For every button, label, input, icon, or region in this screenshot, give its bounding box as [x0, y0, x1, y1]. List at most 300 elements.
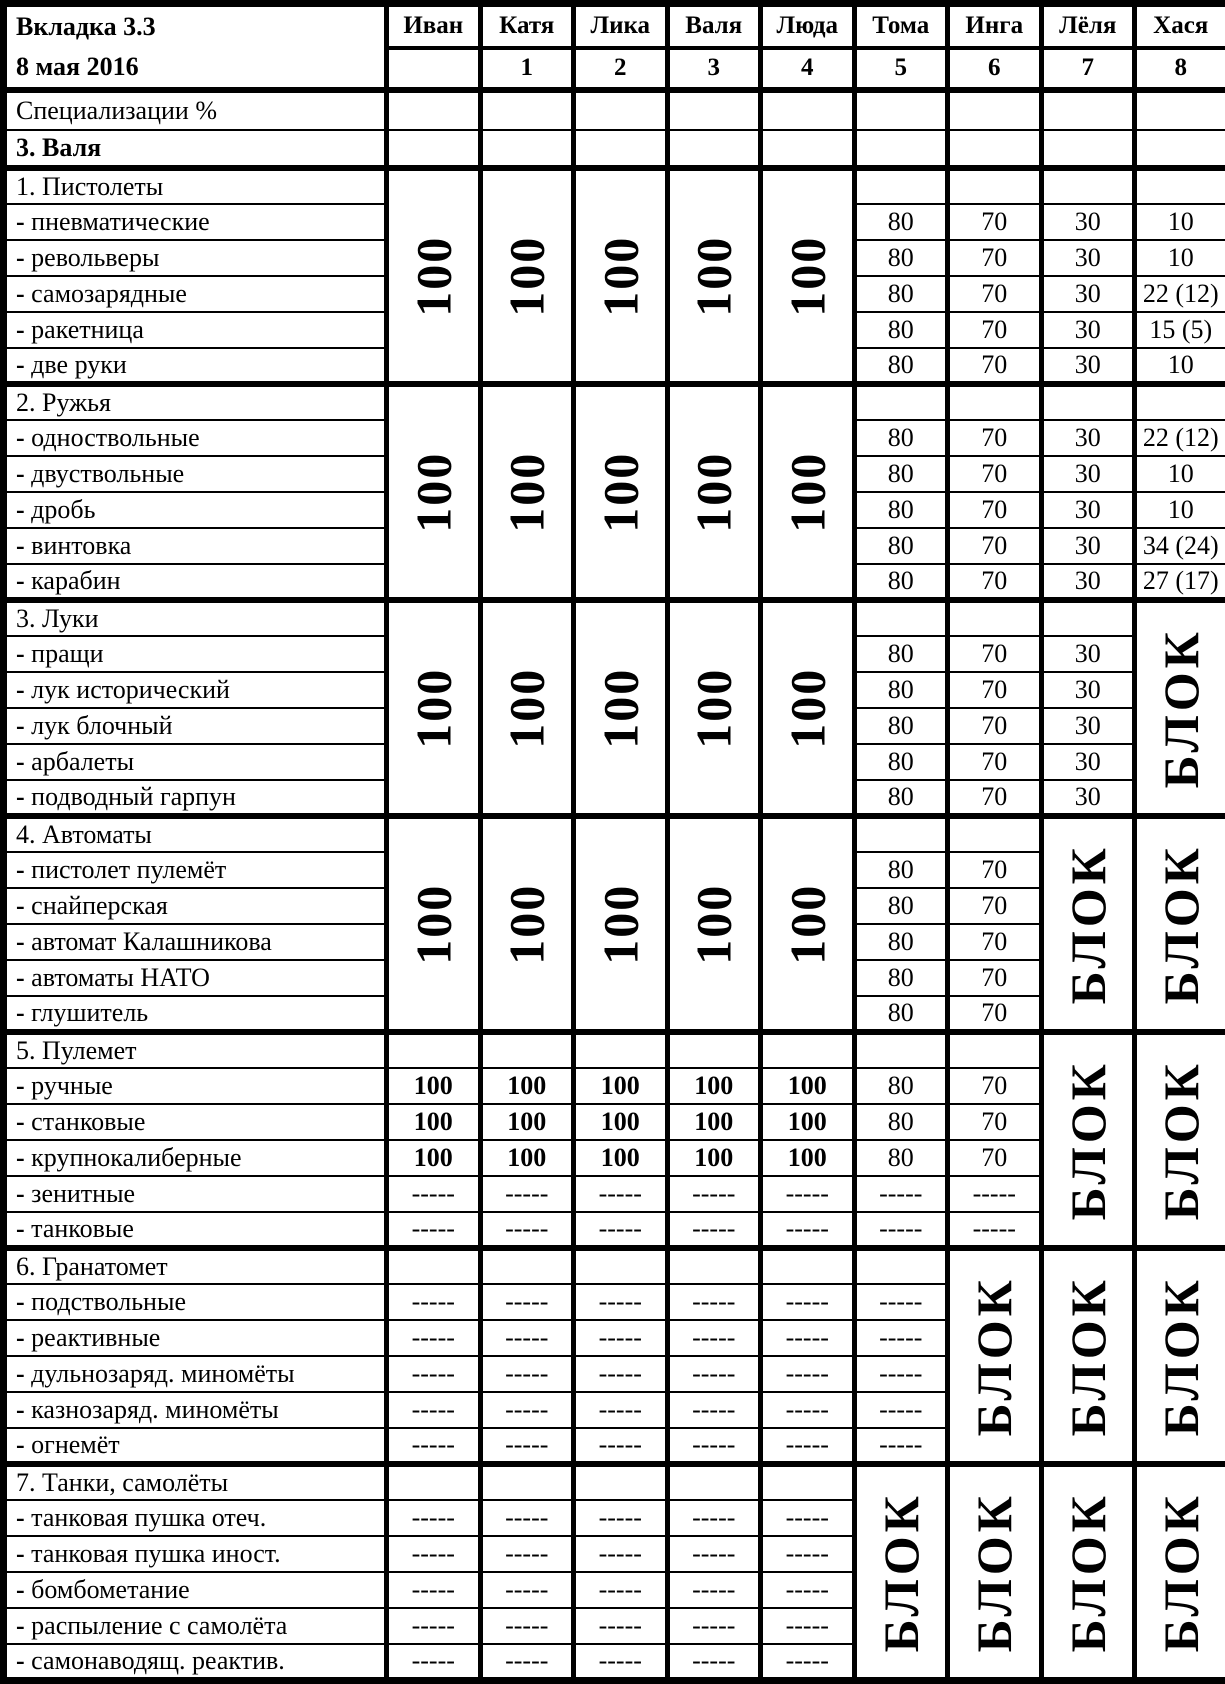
section-title-cell: 7. Танки, самолёты	[4, 1464, 387, 1500]
item-dash: -	[16, 279, 25, 308]
item-label-cell: - казнозаряд. миномёты	[4, 1392, 387, 1428]
empty-cell	[761, 1032, 855, 1068]
empty-cell	[1041, 168, 1135, 204]
value-cell: 80	[854, 672, 948, 708]
empty-cell	[480, 130, 574, 168]
dash-value-cell: -----	[480, 1356, 574, 1392]
rotated-wrap	[670, 820, 759, 1028]
person-row	[4, 130, 1225, 168]
value-cell: 70	[948, 276, 1042, 312]
dash-value-cell: -----	[387, 1608, 481, 1644]
dash-value-cell: -----	[667, 1536, 761, 1572]
block-cell	[1041, 1032, 1135, 1248]
value-cell: 80	[854, 744, 948, 780]
dash-value-cell: -----	[480, 1644, 574, 1680]
dash-value-cell: -----	[761, 1428, 855, 1464]
merged-100-cell	[480, 384, 574, 600]
rotated-100-text: 100	[501, 452, 554, 533]
block-cell	[854, 1464, 948, 1680]
dash-value-cell: -----	[667, 1392, 761, 1428]
value-cell: 30	[1041, 312, 1135, 348]
value-cell: 80	[854, 240, 948, 276]
empty-cell	[387, 130, 481, 168]
value-cell: 70	[948, 1068, 1042, 1104]
spec-row	[4, 90, 1225, 130]
item-label-cell: - танковая пушка иност.	[4, 1536, 387, 1572]
section-title-cell: 1. Пистолеты	[4, 168, 387, 204]
dash-value-cell: -----	[761, 1392, 855, 1428]
col-number-cell: 6	[948, 48, 1042, 90]
item-label-cell: - дульнозаряд. миномёты	[4, 1356, 387, 1392]
item-label-cell: - огнемёт	[4, 1428, 387, 1464]
value-cell: 70	[948, 1104, 1042, 1140]
dash-value-cell: -----	[480, 1284, 574, 1320]
item-dash: -	[16, 1323, 25, 1352]
value-cell: 10	[1135, 492, 1225, 528]
item-dash: -	[16, 1287, 25, 1316]
rotated-block-text: БЛОК	[1062, 1276, 1115, 1436]
col-number-cell	[387, 48, 481, 90]
value-cell: 10	[1135, 348, 1225, 384]
merged-100-cell	[387, 168, 481, 384]
merged-100-cell	[387, 816, 481, 1032]
empty-cell	[948, 384, 1042, 420]
block-cell	[1135, 600, 1225, 816]
dash-value-cell: -----	[667, 1284, 761, 1320]
dash-value-cell: -----	[761, 1500, 855, 1536]
item-label-cell: - танковые	[4, 1212, 387, 1248]
col-number-cell: 2	[574, 48, 668, 90]
dash-value-cell: -----	[480, 1428, 574, 1464]
item-label-cell: - дробь	[4, 492, 387, 528]
rotated-wrap	[1044, 1036, 1133, 1244]
value-cell: 80	[854, 888, 948, 924]
value-cell: 30	[1041, 528, 1135, 564]
item-dash: -	[16, 1214, 25, 1243]
item-dash: -	[16, 315, 25, 344]
value-cell: 70	[948, 204, 1042, 240]
merged-100-cell	[761, 600, 855, 816]
value-cell: 70	[948, 564, 1042, 600]
value-cell: 80	[854, 996, 948, 1032]
item-label-cell: - револьверы	[4, 240, 387, 276]
empty-cell	[948, 130, 1042, 168]
dash-value-cell: -----	[761, 1176, 855, 1212]
rotated-wrap	[950, 1252, 1039, 1460]
block-cell	[1135, 1248, 1225, 1464]
empty-cell	[854, 1032, 948, 1068]
value-cell: 80	[854, 1140, 948, 1176]
value-cell: 80	[854, 312, 948, 348]
item-label-cell: - двуствольные	[4, 456, 387, 492]
col-header-cell: Иван	[387, 4, 481, 48]
item-dash: -	[16, 566, 25, 595]
empty-cell	[948, 90, 1042, 130]
block-cell	[1135, 1464, 1225, 1680]
merged-100-cell	[761, 816, 855, 1032]
value-cell: 30	[1041, 780, 1135, 816]
section-header-row	[4, 1032, 1225, 1068]
section-title-cell: 5. Пулемет	[4, 1032, 387, 1068]
value-cell: 10	[1135, 204, 1225, 240]
rotated-wrap	[483, 172, 572, 380]
dash-value-cell: -----	[387, 1572, 481, 1608]
empty-cell	[667, 1248, 761, 1284]
rotated-block-text: БЛОК	[1062, 1492, 1115, 1652]
empty-cell	[387, 1248, 481, 1284]
item-label-cell: - самозарядные	[4, 276, 387, 312]
item-label-cell: - глушитель	[4, 996, 387, 1032]
dash-value-cell: -----	[761, 1212, 855, 1248]
col-header-cell: Катя	[480, 4, 574, 48]
item-dash: -	[16, 711, 25, 740]
empty-cell	[574, 90, 668, 130]
value-cell: 80	[854, 636, 948, 672]
empty-cell	[574, 1032, 668, 1068]
value-cell: 70	[948, 1140, 1042, 1176]
rotated-100-text: 100	[688, 452, 741, 533]
item-dash: -	[16, 1359, 25, 1388]
item-dash: -	[16, 1611, 25, 1640]
value-cell: 80	[854, 528, 948, 564]
dash-value-cell: -----	[854, 1356, 948, 1392]
rotated-block-text: БЛОК	[968, 1492, 1021, 1652]
item-dash: -	[16, 1646, 25, 1675]
merged-100-cell	[387, 384, 481, 600]
merged-100-cell	[761, 384, 855, 600]
col-header-cell: Тома	[854, 4, 948, 48]
rotated-block-text: БЛОК	[1062, 1060, 1115, 1220]
dash-value-cell: -----	[574, 1212, 668, 1248]
value-cell: 30	[1041, 708, 1135, 744]
item-dash: -	[16, 531, 25, 560]
rotated-block-text: БЛОК	[875, 1492, 928, 1652]
item-dash: -	[16, 1395, 25, 1424]
item-label-cell: - винтовка	[4, 528, 387, 564]
dash-value-cell: -----	[387, 1212, 481, 1248]
value-cell: 100	[667, 1104, 761, 1140]
item-dash: -	[16, 1179, 25, 1208]
item-dash: -	[16, 1071, 25, 1100]
value-cell: 80	[854, 852, 948, 888]
item-label-cell: - реактивные	[4, 1320, 387, 1356]
col-header-cell: Лика	[574, 4, 668, 48]
item-label-cell: - подствольные	[4, 1284, 387, 1320]
item-dash: -	[16, 1503, 25, 1532]
empty-cell	[948, 600, 1042, 636]
dash-value-cell: -----	[574, 1428, 668, 1464]
value-cell: 70	[948, 744, 1042, 780]
dash-value-cell: -----	[854, 1320, 948, 1356]
rotated-100-text: 100	[688, 236, 741, 317]
dash-value-cell: -----	[667, 1212, 761, 1248]
dash-value-cell: -----	[667, 1644, 761, 1680]
item-label-cell: - автоматы НАТО	[4, 960, 387, 996]
merged-100-cell	[667, 384, 761, 600]
col-number-cell: 5	[854, 48, 948, 90]
empty-cell	[948, 1032, 1042, 1068]
rotated-100-text: 100	[501, 884, 554, 965]
value-cell: 30	[1041, 276, 1135, 312]
dash-value-cell: -----	[387, 1320, 481, 1356]
value-cell: 100	[574, 1140, 668, 1176]
item-label-cell: - лук исторический	[4, 672, 387, 708]
item-label-cell: - лук блочный	[4, 708, 387, 744]
block-cell	[1135, 816, 1225, 1032]
col-header-cell: Лёля	[1041, 4, 1135, 48]
dash-value-cell: -----	[574, 1500, 668, 1536]
value-cell: 30	[1041, 564, 1135, 600]
empty-cell	[1135, 90, 1225, 130]
rotated-wrap	[576, 172, 665, 380]
header-row	[4, 4, 1225, 48]
value-cell: 70	[948, 780, 1042, 816]
rotated-wrap	[576, 388, 665, 596]
item-label-cell: - две руки	[4, 348, 387, 384]
item-label-cell: - зенитные	[4, 1176, 387, 1212]
value-cell: 80	[854, 204, 948, 240]
empty-cell	[854, 130, 948, 168]
dash-value-cell: -----	[667, 1500, 761, 1536]
rotated-wrap	[483, 820, 572, 1028]
dash-value-cell: -----	[948, 1176, 1042, 1212]
rotated-wrap	[763, 388, 852, 596]
col-header-cell: Инга	[948, 4, 1042, 48]
rotated-wrap	[670, 604, 759, 812]
rotated-wrap	[389, 820, 478, 1028]
rotated-wrap	[1044, 1252, 1133, 1460]
item-label-cell: - арбалеты	[4, 744, 387, 780]
merged-100-cell	[574, 816, 668, 1032]
rotated-wrap	[1044, 1468, 1133, 1676]
empty-cell	[387, 1464, 481, 1500]
rotated-wrap	[389, 388, 478, 596]
rotated-100-text: 100	[407, 668, 460, 749]
rotated-wrap	[670, 172, 759, 380]
rotated-100-text: 100	[781, 884, 834, 965]
empty-cell	[761, 130, 855, 168]
block-cell	[948, 1464, 1042, 1680]
rotated-100-text: 100	[594, 884, 647, 965]
section-header-row	[4, 1464, 1225, 1500]
rotated-wrap	[389, 604, 478, 812]
rotated-wrap	[1137, 820, 1225, 1028]
dash-value-cell: -----	[761, 1536, 855, 1572]
item-label-cell: - подводный гарпун	[4, 780, 387, 816]
merged-100-cell	[387, 600, 481, 816]
sheet-date: 8 мая 2016	[16, 47, 382, 87]
dash-value-cell: -----	[574, 1284, 668, 1320]
section-header-row	[4, 816, 1225, 852]
value-cell: 100	[387, 1104, 481, 1140]
empty-cell	[948, 816, 1042, 852]
item-label-cell: - карабин	[4, 564, 387, 600]
empty-cell	[387, 90, 481, 130]
dash-value-cell: -----	[574, 1644, 668, 1680]
rotated-100-text: 100	[781, 668, 834, 749]
item-dash: -	[16, 423, 25, 452]
col-number-cell: 3	[667, 48, 761, 90]
rotated-100-text: 100	[501, 236, 554, 317]
item-label-cell: - одноствольные	[4, 420, 387, 456]
dash-value-cell: -----	[574, 1608, 668, 1644]
rotated-wrap	[1137, 1036, 1225, 1244]
value-cell: 30	[1041, 456, 1135, 492]
section-header-row	[4, 384, 1225, 420]
person-row-label-cell: 3. Валя	[4, 130, 387, 168]
dash-value-cell: -----	[480, 1572, 574, 1608]
dash-value-cell: -----	[480, 1392, 574, 1428]
item-dash: -	[16, 207, 25, 236]
value-cell: 70	[948, 888, 1042, 924]
value-cell: 34 (24)	[1135, 528, 1225, 564]
value-cell: 70	[948, 240, 1042, 276]
value-cell: 100	[667, 1068, 761, 1104]
value-cell: 70	[948, 852, 1042, 888]
empty-cell	[1041, 130, 1135, 168]
dash-value-cell: -----	[574, 1572, 668, 1608]
value-cell: 30	[1041, 492, 1135, 528]
value-cell: 70	[948, 708, 1042, 744]
rotated-100-text: 100	[688, 884, 741, 965]
value-cell: 100	[574, 1104, 668, 1140]
table-title-cell	[4, 4, 387, 91]
dash-value-cell: -----	[761, 1320, 855, 1356]
dash-value-cell: -----	[480, 1320, 574, 1356]
empty-cell	[480, 1248, 574, 1284]
item-label-cell: - станковые	[4, 1104, 387, 1140]
item-label-cell: - распыление с самолёта	[4, 1608, 387, 1644]
rotated-100-text: 100	[781, 452, 834, 533]
merged-100-cell	[480, 816, 574, 1032]
dash-value-cell: -----	[387, 1644, 481, 1680]
value-cell: 70	[948, 636, 1042, 672]
item-dash: -	[16, 1539, 25, 1568]
block-cell	[1041, 1464, 1135, 1680]
value-cell: 80	[854, 1104, 948, 1140]
rotated-wrap	[1137, 1252, 1225, 1460]
empty-cell	[761, 1248, 855, 1284]
rotated-100-text: 100	[501, 668, 554, 749]
dash-value-cell: -----	[854, 1392, 948, 1428]
rotated-wrap	[950, 1468, 1039, 1676]
dash-value-cell: -----	[948, 1212, 1042, 1248]
dash-value-cell: -----	[574, 1392, 668, 1428]
value-cell: 22 (12)	[1135, 420, 1225, 456]
item-dash: -	[16, 855, 25, 884]
value-cell: 100	[761, 1104, 855, 1140]
section-header-row	[4, 168, 1225, 204]
rotated-100-text: 100	[688, 668, 741, 749]
item-label-cell: - танковая пушка отеч.	[4, 1500, 387, 1536]
item-dash: -	[16, 782, 25, 811]
value-cell: 70	[948, 960, 1042, 996]
item-dash: -	[16, 1143, 25, 1172]
empty-cell	[480, 1032, 574, 1068]
merged-100-cell	[574, 384, 668, 600]
sheet-title: Вкладка 3.3	[16, 7, 382, 47]
value-cell: 70	[948, 420, 1042, 456]
item-label-cell: - бомбометание	[4, 1572, 387, 1608]
dash-value-cell: -----	[480, 1608, 574, 1644]
item-label-cell: - ручные	[4, 1068, 387, 1104]
item-label-cell: - ракетница	[4, 312, 387, 348]
value-cell: 30	[1041, 672, 1135, 708]
value-cell: 70	[948, 348, 1042, 384]
value-cell: 100	[387, 1140, 481, 1176]
value-cell: 30	[1041, 348, 1135, 384]
rotated-block-text: БЛОК	[1155, 628, 1208, 788]
dash-value-cell: -----	[387, 1176, 481, 1212]
empty-cell	[1135, 168, 1225, 204]
value-cell: 80	[854, 924, 948, 960]
empty-cell	[667, 1464, 761, 1500]
value-cell: 30	[1041, 420, 1135, 456]
rotated-100-text: 100	[407, 884, 460, 965]
empty-cell	[854, 600, 948, 636]
col-number-cell: 1	[480, 48, 574, 90]
value-cell: 15 (5)	[1135, 312, 1225, 348]
rotated-wrap	[1137, 1468, 1225, 1676]
item-dash: -	[16, 350, 25, 379]
rotated-wrap	[763, 172, 852, 380]
rotated-wrap	[1137, 604, 1225, 812]
section-header-row	[4, 1248, 1225, 1284]
value-cell: 70	[948, 672, 1042, 708]
item-label-cell: - пистолет пулемёт	[4, 852, 387, 888]
dash-value-cell: -----	[574, 1320, 668, 1356]
value-cell: 70	[948, 996, 1042, 1032]
value-cell: 70	[948, 924, 1042, 960]
rotated-block-text: БЛОК	[1155, 1492, 1208, 1652]
value-cell: 100	[387, 1068, 481, 1104]
dash-value-cell: -----	[387, 1356, 481, 1392]
table-body	[4, 4, 1225, 1681]
empty-cell	[480, 90, 574, 130]
empty-cell	[854, 384, 948, 420]
value-cell: 30	[1041, 744, 1135, 780]
empty-cell	[1041, 90, 1135, 130]
block-cell	[1135, 1032, 1225, 1248]
value-cell: 80	[854, 456, 948, 492]
rotated-wrap	[576, 820, 665, 1028]
item-dash: -	[16, 1107, 25, 1136]
merged-100-cell	[761, 168, 855, 384]
dash-value-cell: -----	[854, 1428, 948, 1464]
dash-value-cell: -----	[574, 1176, 668, 1212]
item-label-cell: - снайперская	[4, 888, 387, 924]
dash-value-cell: -----	[761, 1284, 855, 1320]
block-cell	[1041, 1248, 1135, 1464]
rotated-wrap	[483, 388, 572, 596]
empty-cell	[667, 130, 761, 168]
rotated-100-text: 100	[594, 668, 647, 749]
block-cell	[1041, 816, 1135, 1032]
merged-100-cell	[667, 816, 761, 1032]
value-cell: 30	[1041, 204, 1135, 240]
value-cell: 30	[1041, 636, 1135, 672]
empty-cell	[854, 90, 948, 130]
dash-value-cell: -----	[387, 1536, 481, 1572]
col-header-cell: Люда	[761, 4, 855, 48]
item-dash: -	[16, 891, 25, 920]
value-cell: 100	[480, 1068, 574, 1104]
empty-cell	[1041, 384, 1135, 420]
dash-value-cell: -----	[387, 1284, 481, 1320]
dash-value-cell: -----	[761, 1572, 855, 1608]
col-header-cell: Хася	[1135, 4, 1225, 48]
empty-cell	[667, 1032, 761, 1068]
